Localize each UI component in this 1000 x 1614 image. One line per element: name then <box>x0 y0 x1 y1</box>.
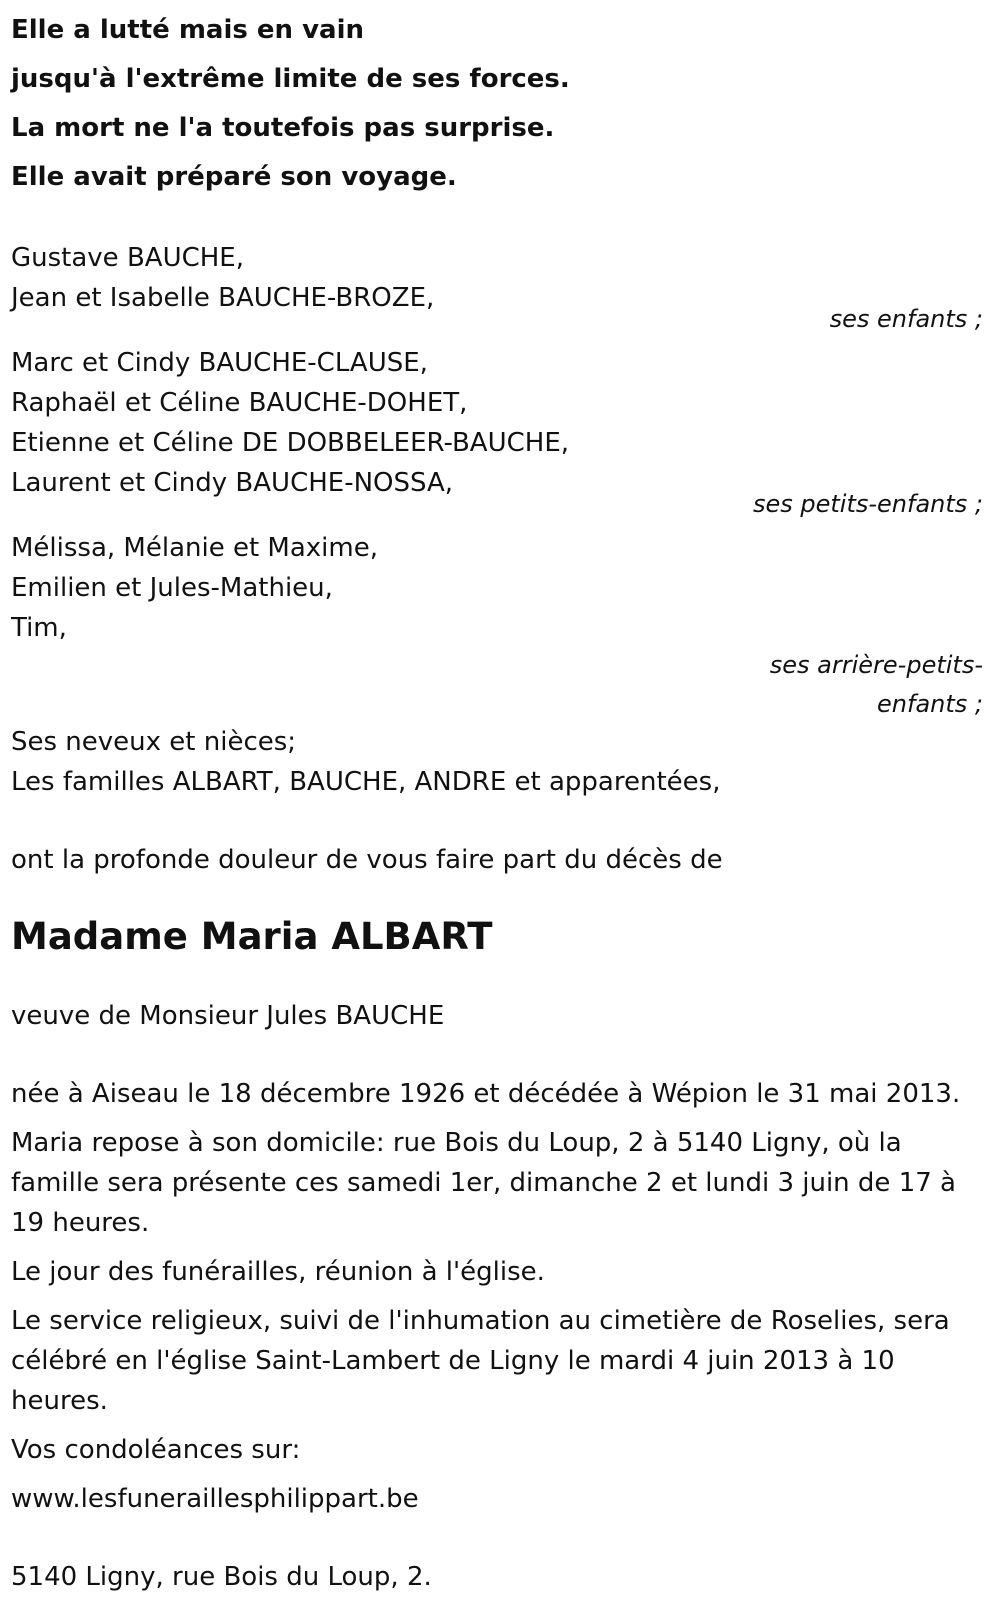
address-text: 5140 Ligny, rue Bois du Loup, 2. <box>11 1562 432 1592</box>
great-grandchildren-block <box>11 528 991 724</box>
condolences-label: Vos condoléances sur: <box>11 1435 301 1465</box>
family-name-line: Les familles ALBART, BAUCHE, ANDRE et apparentées, <box>11 767 721 797</box>
family-name-line: Marc et Cindy BAUCHE-CLAUSE, <box>11 348 428 378</box>
poem <box>11 6 991 202</box>
repose-text: Maria repose à son domicile: rue Bois du Loup, 2 à 5140 Ligny, où la famille sera présente ces samedi 1er, dimanche 2 et lundi 3 juin de 17 à 19 heures. <box>11 1128 956 1238</box>
born-died-text: née à Aiseau le 18 décembre 1926 et décédée à Wépion le 31 mai 2013. <box>11 1079 961 1109</box>
service-text: Le service religieux, suivi de l'inhumation au cimetière de Roselies, sera célébré en l'église Saint-Lambert de Ligny le mardi 4 juin 2013 à 10 heures. <box>11 1306 950 1416</box>
poem-line: Elle avait préparé son voyage. <box>11 162 457 192</box>
family-name-line: Laurent et Cindy BAUCHE-NOSSA, <box>11 468 454 498</box>
relation-label: ses enfants ; <box>829 305 983 333</box>
family-name-line: Raphaël et Céline BAUCHE-DOHET, <box>11 388 468 418</box>
family-name-line: Jean et Isabelle BAUCHE-BROZE, <box>11 283 435 313</box>
widow-of-text: veuve de Monsieur Jules BAUCHE <box>11 1001 445 1031</box>
obituary-page <box>11 0 991 1597</box>
family-name-line: Etienne et Céline DE DOBBELEER-BAUCHE, <box>11 428 570 458</box>
family-name-line: Ses neveux et nièces; <box>11 727 297 757</box>
family-name-line: Emilien et Jules-Mathieu, <box>11 573 333 603</box>
deceased-name: Madame Maria ALBART <box>11 915 493 958</box>
announcement-text: ont la profonde douleur de vous faire part du décès de <box>11 845 723 875</box>
family-name-line: Mélissa, Mélanie et Maxime, <box>11 533 378 563</box>
condolences-website: www.lesfuneraillesphilippart.be <box>11 1484 419 1514</box>
funeral-meeting-text: Le jour des funérailles, réunion à l'église. <box>11 1257 545 1287</box>
children-block <box>11 238 991 339</box>
other-relatives-block <box>11 722 991 802</box>
relation-label: enfants ; <box>877 690 983 718</box>
poem-line: Elle a lutté mais en vain <box>11 15 365 45</box>
poem-line: La mort ne l'a toutefois pas surprise. <box>11 113 555 143</box>
relation-label: ses arrière-petits- <box>769 651 983 679</box>
family-name-line: Tim, <box>11 613 67 643</box>
poem-line: jusqu'à l'extrême limite de ses forces. <box>11 64 570 94</box>
family-name-line: Gustave BAUCHE, <box>11 243 244 273</box>
grandchildren-block <box>11 343 991 524</box>
relation-label: ses petits-enfants ; <box>752 490 983 518</box>
